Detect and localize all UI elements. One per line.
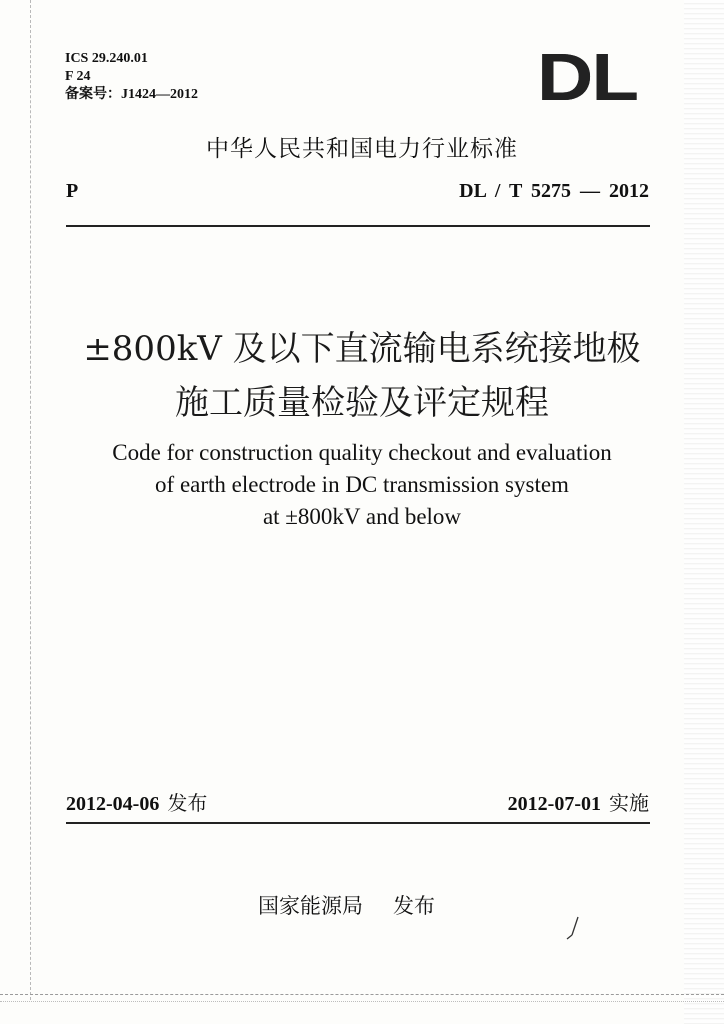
publisher-line <box>258 890 435 920</box>
title-chinese-line-2: 施工质量检验及评定规程 <box>175 383 549 423</box>
implement-date: 2012-07-01 <box>507 793 601 815</box>
title-english-line-2: of earth electrode in DC transmission system <box>155 472 569 497</box>
ics-code: ICS 29.240.01 <box>65 51 148 66</box>
scan-edge-bottom <box>0 994 724 1002</box>
footer-divider <box>66 822 650 824</box>
issue-date: 2012-04-06 <box>66 793 160 815</box>
issue-date-block <box>66 787 207 816</box>
implement-label: 实施 <box>609 791 649 815</box>
pen-stroke-mark <box>564 915 584 945</box>
publisher-name: 国家能源局 <box>258 894 363 918</box>
publisher-action: 发布 <box>393 894 435 918</box>
title-english-line-3: at ±800kV and below <box>262 504 462 529</box>
issue-label: 发布 <box>167 791 208 815</box>
title-english-line-1: Code for construction quality checkout and evaluation <box>112 440 612 465</box>
title-chinese-line-1: ±800kV 及以下直流输电系统接地极 <box>83 329 641 369</box>
classification-letter: P <box>66 180 79 202</box>
header-divider <box>66 225 650 227</box>
dl-logo: DL <box>537 38 637 115</box>
standard-number: DL / T 5275 — 2012 <box>459 180 649 202</box>
filing-number: 备案号：J1424—2012 <box>65 87 198 102</box>
standard-issuer-title: 中华人民共和国电力行业标准 <box>206 136 518 162</box>
implement-date-block <box>508 787 649 816</box>
category-code: F 24 <box>65 69 91 84</box>
classification-block <box>65 50 198 104</box>
